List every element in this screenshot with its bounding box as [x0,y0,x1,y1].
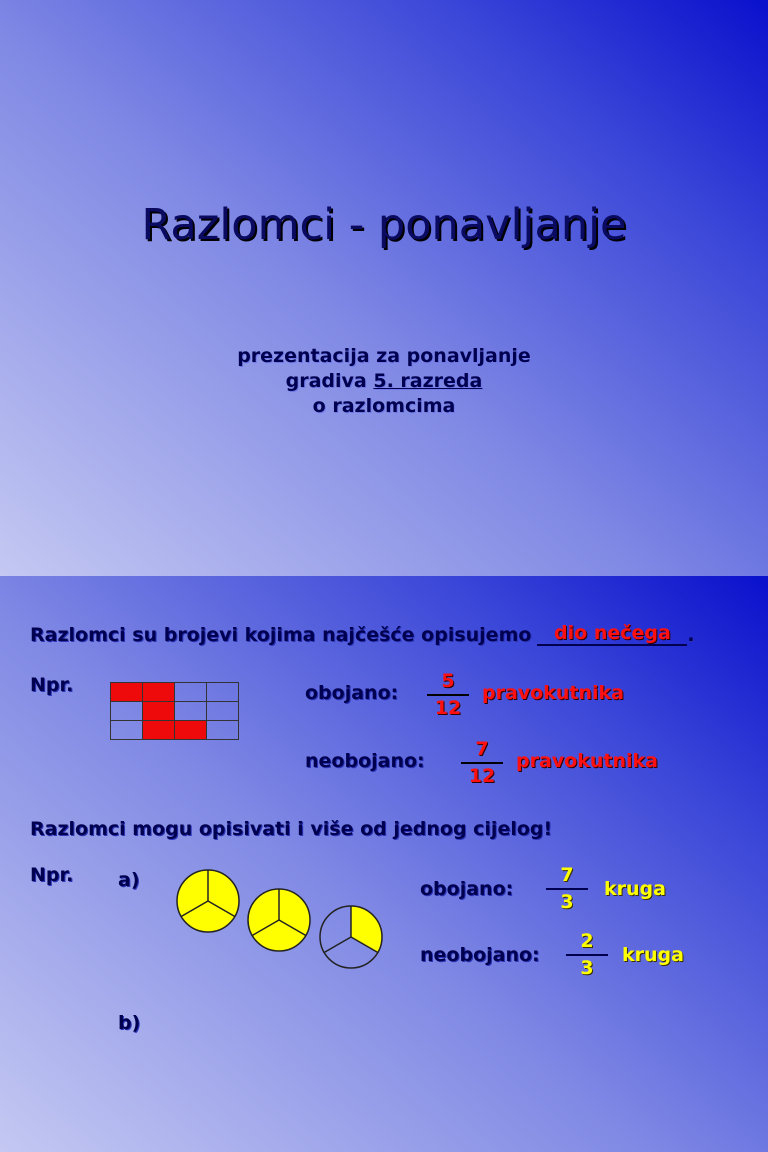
circle-1 [175,868,241,934]
circle-unshaded-fraction [566,930,608,979]
grid-cell [175,702,207,721]
circle-3 [318,904,384,970]
grid-cell-shaded [143,702,175,721]
circle-shaded-unit: kruga [604,878,666,900]
definition-answer: dio nečega [554,622,671,644]
more-than-whole-text: Razlomci mogu opisivati i više od jednog cijelog! [30,818,553,840]
circle-unshaded-numerator: 2 [580,930,594,952]
circle-shaded-fraction [546,864,588,913]
unshaded-numerator: 7 [475,738,489,760]
grade-link[interactable]: 5. razreda [373,370,483,392]
grid-cell-shaded [143,721,175,740]
content-slide [0,576,768,1152]
grid-cell [111,702,143,721]
shaded-label: obojano: [305,682,399,704]
example-label-1: Npr. [30,674,74,696]
fraction-bar [461,762,503,764]
grid-cell [175,683,207,702]
shaded-unit: pravokutnika [482,682,624,704]
grid-cell [207,683,239,702]
answer-blank [537,622,687,646]
definition-end: . [687,624,695,646]
definition-text: Razlomci su brojevi kojima najčešće opisujemo [30,624,532,646]
shaded-denominator: 12 [434,697,462,719]
circle-divider [324,937,351,953]
unshaded-fraction [461,738,503,787]
shaded-numerator: 5 [441,670,455,692]
grid-cell-shaded [175,721,207,740]
definition-line [30,622,695,646]
grid-cell [111,721,143,740]
part-b-label: b) [118,1012,141,1034]
rectangle-grid [110,682,239,740]
circle-unshaded-denominator: 3 [580,957,594,979]
circle-unshaded-label: neobojano: [420,944,540,966]
part-a-label: a) [118,869,140,891]
fraction-bar [427,694,469,696]
circle-shaded-denominator: 3 [560,891,574,913]
subtitle-prefix: gradiva [285,370,374,392]
circle-shaded-label: obojano: [420,878,514,900]
fraction-bar [546,888,588,890]
subtitle-line-3: o razlomcima [312,395,456,417]
example-label-2: Npr. [30,864,74,886]
grid-cell-shaded [111,683,143,702]
subtitle-line-1: prezentacija za ponavljanje [237,345,531,367]
unshaded-label: neobojano: [305,750,425,772]
circle-unshaded-unit: kruga [622,944,684,966]
slide-subtitle [0,344,768,419]
slide-title: Razlomci - ponavljanje [141,200,627,250]
circle-2 [246,887,312,953]
fraction-bar [566,954,608,956]
circle-shaded-numerator: 7 [560,864,574,886]
grid-cell-shaded [143,683,175,702]
shaded-fraction [427,670,469,719]
grid-cell [207,702,239,721]
unshaded-unit: pravokutnika [516,750,658,772]
unshaded-denominator: 12 [468,765,496,787]
subtitle-line-2 [0,369,768,394]
grid-cell [207,721,239,740]
